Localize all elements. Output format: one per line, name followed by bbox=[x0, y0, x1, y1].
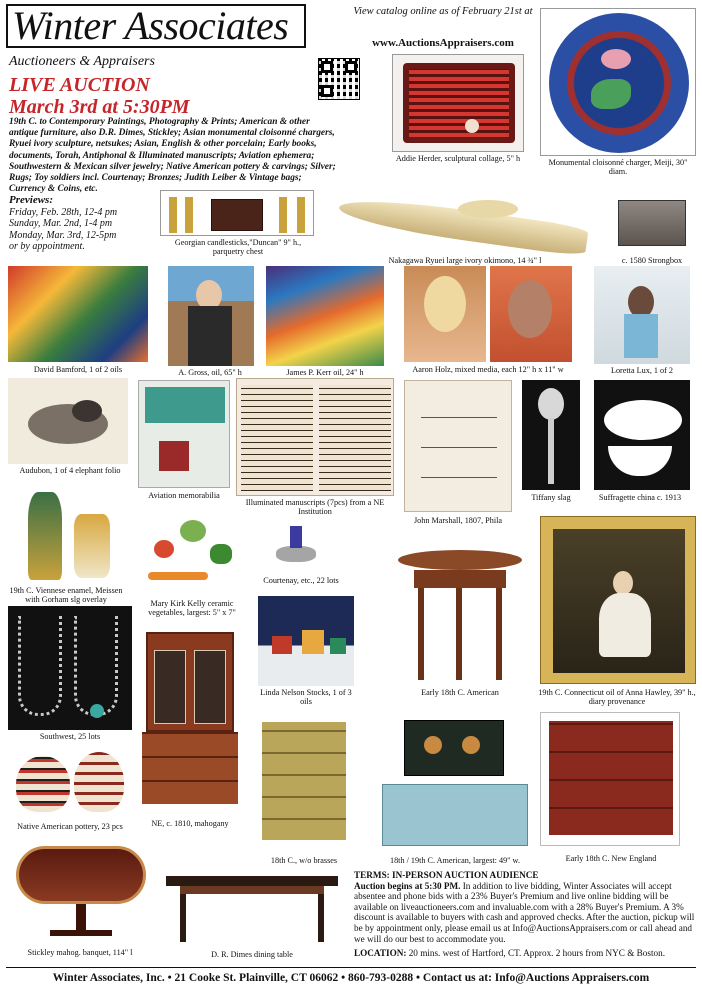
auction-description: 19th C. to Contemporary Paintings, Photography & Prints; American & other antique furniture, also D.R. Dimes, Stickley; Asian monumental cloisonné chargers, Ryuei ivory sculpture, netsukes; Asian, English & other porcelain; Early books, documents, Torah, Antiphonal & Illuminated manuscripts; Aviation ephemera; Southwestern & Mexican silver jewelry; Native American pottery & carvings; Silver; Rugs; Toy soldiers incl. Courtenay; Bronzes; Judith Leiber & Vintage bags; Currency & Coins, etc. bbox=[9, 117, 336, 195]
website-link[interactable]: www.AuctionsAppraisers.com bbox=[372, 37, 514, 49]
caption-kelly: Mary Kirk Kelly ceramic vegetables, largest: 5" x 7" bbox=[148, 599, 236, 618]
photo-audubon-raccoon bbox=[8, 378, 128, 464]
photo-stickley-banquet bbox=[10, 842, 152, 942]
photo-gross-oil bbox=[168, 266, 254, 366]
caption-holz: Aaron Holz, mixed media, each 12" h x 11" w bbox=[412, 365, 564, 374]
caption-vienna: 19th C. Viennese enamel, Meissen with Gorham slg overlay bbox=[9, 586, 123, 605]
terms-heading: TERMS: IN-PERSON AUCTION AUDIENCE bbox=[354, 870, 539, 880]
photo-marshall-book bbox=[404, 380, 512, 512]
brand-subtitle: Auctioneers & Appraisers bbox=[9, 54, 155, 69]
online-catalog-note: View catalog online as of February 21st at bbox=[353, 6, 533, 17]
photo-kerr-oil bbox=[266, 266, 384, 366]
preview-line: or by appointment. bbox=[9, 241, 85, 253]
caption-ne-chest: Early 18th C. New England bbox=[565, 854, 657, 863]
caption-pottery: Native American pottery, 23 pcs bbox=[17, 822, 123, 831]
caption-kerr: James P. Kerr oil, 24" h bbox=[286, 368, 364, 377]
brand-logo: Winter Associates bbox=[6, 4, 306, 48]
terms-text: In addition to live bidding, Winter Associates will accept absentee and phone bids with a 23% Buyer's Premium and live online bidding will be available on liveauctioneers.com and invaluable.com with a 28% Buyer's Premium. A 3% discount is available to buyers with cash and approved checks. After the auction, pickup will be by appointment only, please email us at Info@AuctionsAppraisers.com or call ahead and we will do our best to accommodate you. bbox=[354, 880, 695, 944]
caption-okimono: Nakagawa Ryuei large ivory okimono, 14 ¾" l bbox=[388, 256, 542, 265]
auction-date: March 3rd at 5:30PM bbox=[9, 96, 190, 118]
caption-dimes: D. R. Dimes dining table bbox=[211, 950, 293, 959]
preview-line: Friday, Feb. 28th, 12-4 pm bbox=[9, 207, 118, 218]
terms-lead: Auction begins at 5:30 PM. bbox=[354, 880, 461, 891]
photo-lux-photo bbox=[594, 266, 690, 364]
caption-stocks: Linda Nelson Stocks, 1 of 3 oils bbox=[260, 688, 352, 707]
photo-kelly-vegetables bbox=[140, 514, 242, 596]
photo-ivory-okimono bbox=[328, 190, 602, 254]
photo-hawley-portrait bbox=[540, 516, 696, 684]
photo-suffragette-china bbox=[594, 380, 690, 490]
caption-aviation: Aviation memorabilia bbox=[148, 491, 220, 500]
terms-body bbox=[354, 881, 700, 945]
photo-tavern-table bbox=[392, 540, 528, 686]
caption-portrait: 19th C. Connecticut oil of Anna Hawley, 39" h., diary provenance bbox=[538, 688, 696, 707]
caption-manuscripts: Illuminated manuscripts (7pcs) from a NE Institution bbox=[245, 498, 385, 517]
caption-bamford: David Bamford, 1 of 2 oils bbox=[33, 365, 123, 374]
caption-strongbox: c. 1580 Strongbox bbox=[621, 256, 683, 265]
caption-candlesticks: Georgian candlesticks,"Duncan" 9" h., parquetry chest bbox=[174, 238, 302, 257]
photo-aviation bbox=[138, 380, 230, 488]
caption-courtenay: Courtenay, etc., 22 lots bbox=[263, 576, 339, 585]
caption-suffragette: Suffragette china c. 1913 bbox=[598, 493, 682, 502]
caption-tavern: Early 18th C. American bbox=[421, 688, 499, 697]
caption-highboy: 18th C., w/o brasses bbox=[270, 856, 338, 865]
photo-stocks-oil bbox=[258, 596, 354, 686]
terms-section bbox=[354, 870, 700, 959]
live-auction-heading bbox=[9, 74, 190, 118]
caption-marshall: John Marshall, 1807, Phila bbox=[413, 516, 502, 525]
caption-herder: Addie Herder, sculptural collage, 5" h bbox=[395, 154, 521, 163]
photo-herder-collage bbox=[392, 54, 524, 152]
photo-secretary-desk bbox=[138, 632, 242, 816]
qr-code-icon[interactable] bbox=[318, 58, 360, 100]
photo-candlesticks-chest bbox=[160, 190, 314, 236]
caption-lux: Loretta Lux, 1 of 2 bbox=[610, 366, 674, 375]
caption-banquet: Stickley mahog. banquet, 114" l bbox=[27, 948, 133, 957]
photo-dimes-table bbox=[160, 870, 344, 948]
preview-line: Monday, Mar. 3rd, 12-5pm bbox=[9, 229, 117, 241]
photo-holz-portraits bbox=[404, 266, 572, 362]
caption-southwest: Southwest, 25 lots bbox=[39, 732, 101, 741]
caption-chests: 18th / 19th C. American, largest: 49" w. bbox=[389, 856, 520, 865]
photo-ne-chest bbox=[540, 712, 680, 846]
location-text: 20 mins. west of Hartford, CT. Approx. 2 hours from NYC & Boston. bbox=[406, 948, 666, 959]
caption-tiffany: Tiffany slag bbox=[531, 493, 571, 502]
caption-audubon: Audubon, 1 of 4 elephant folio bbox=[19, 466, 121, 475]
photo-highboy bbox=[252, 716, 356, 846]
photo-manuscripts bbox=[236, 378, 394, 496]
photo-native-pottery bbox=[12, 746, 130, 820]
previews-list bbox=[9, 207, 159, 253]
footer-divider bbox=[6, 967, 696, 968]
photo-strongbox bbox=[612, 190, 692, 252]
photo-bamford-oil bbox=[8, 266, 148, 362]
location bbox=[354, 948, 700, 959]
photo-painted-chests bbox=[378, 716, 532, 850]
photo-viennese-enamel bbox=[10, 484, 120, 584]
photo-cloisonne-charger bbox=[540, 8, 696, 156]
caption-charger: Monumental cloisonné charger, Meiji, 30" diam. bbox=[548, 158, 688, 177]
live-auction-label: LIVE AUCTION bbox=[9, 74, 150, 96]
preview-line: Sunday, Mar. 2nd, 1-4 pm bbox=[9, 218, 113, 230]
caption-secretary: NE, c. 1810, mahogany bbox=[151, 819, 229, 828]
photo-tiffany-spoon bbox=[522, 380, 580, 490]
caption-gross: A. Gross, oil, 65" h bbox=[178, 368, 242, 377]
photo-southwest-jewelry bbox=[8, 606, 132, 730]
photo-courtenay-soldier bbox=[262, 516, 336, 574]
location-label: LOCATION: bbox=[354, 948, 407, 959]
footer-contact: Winter Associates, Inc. • 21 Cooke St. Plainville, CT 06062 • 860-793-0288 • Contact us at: Info@Auctions Appraisers.com bbox=[52, 972, 650, 984]
previews-heading: Previews: bbox=[9, 194, 53, 206]
